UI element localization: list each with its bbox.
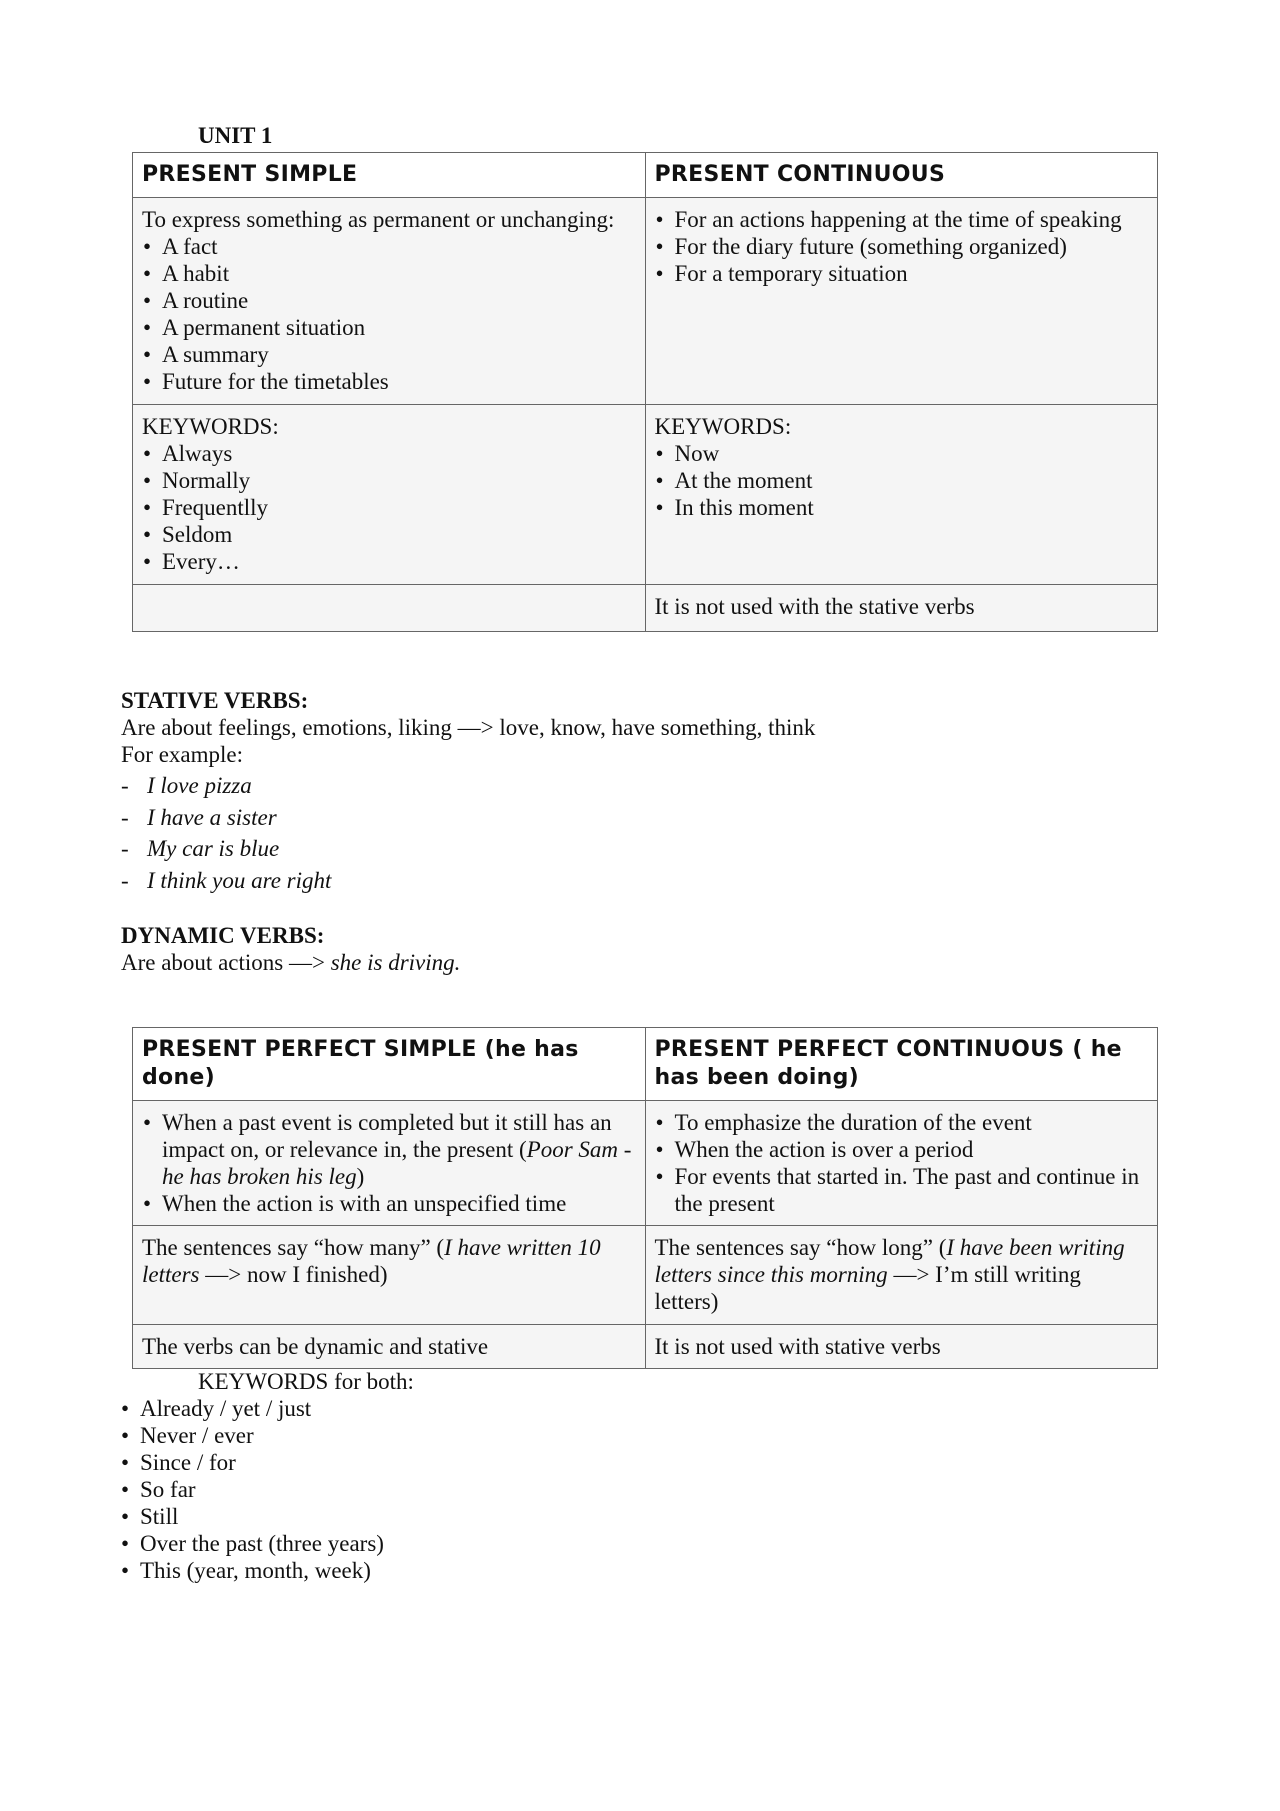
- present-perfect-continuous-uses-cell: [645, 1101, 1158, 1226]
- present-continuous-note-cell: It is not used with the stative verbs: [645, 585, 1158, 632]
- list-item: • Now: [655, 440, 1150, 467]
- list-item: • For the diary future (something organized): [655, 233, 1150, 260]
- present-perfect-continuous-header: PRESENT PERFECT CONTINUOUS ( he has been doing): [645, 1028, 1158, 1101]
- list-item: [142, 1109, 637, 1190]
- present-simple-keywords-cell: [133, 405, 646, 585]
- dynamic-desc-example: she is driving.: [330, 950, 461, 975]
- stative-example-label: For example:: [121, 742, 243, 767]
- stative-verbs-title: STATIVE VERBS:: [121, 688, 309, 713]
- list-item: • When the action is with an unspecified time: [142, 1190, 637, 1217]
- list-item: • A fact: [142, 233, 637, 260]
- dynamic-verbs-title: DYNAMIC VERBS:: [121, 923, 325, 948]
- keywords-both-list: [120, 1395, 384, 1584]
- list-item: • Always: [142, 440, 637, 467]
- how-many-example: I have written 10 letters: [142, 1235, 601, 1287]
- list-item: • A summary: [142, 341, 637, 368]
- present-simple-uses-list: [142, 233, 637, 395]
- present-simple-header: PRESENT SIMPLE: [133, 153, 646, 198]
- how-long-cell: [645, 1226, 1158, 1325]
- present-perfect-continuous-uses-list: [655, 1109, 1150, 1217]
- dynamic-verbs-description: [121, 949, 460, 976]
- list-item: • Every…: [142, 548, 637, 575]
- present-continuous-keywords-cell: [645, 405, 1158, 585]
- list-item: - I love pizza: [121, 772, 815, 804]
- present-simple-vs-continuous-table: [132, 152, 1158, 632]
- how-many-suffix: —> now I finished): [199, 1262, 388, 1287]
- stative-examples-list: [121, 772, 815, 898]
- list-item: • In this moment: [655, 494, 1150, 521]
- present-continuous-uses-cell: [645, 198, 1158, 405]
- list-item: - I think you are right: [121, 867, 815, 899]
- list-item: • So far: [120, 1476, 384, 1503]
- list-item: • A habit: [142, 260, 637, 287]
- stative-verbs-description: Are about feelings, emotions, liking —> love, know, have something, think: [121, 715, 816, 740]
- present-continuous-uses-list: [655, 206, 1150, 287]
- list-item: • Normally: [142, 467, 637, 494]
- how-many-cell: [133, 1226, 646, 1325]
- keywords-label: KEYWORDS:: [654, 414, 792, 439]
- list-item: • For an actions happening at the time of speaking: [655, 206, 1150, 233]
- list-item: • Seldom: [142, 521, 637, 548]
- list-item: • Still: [120, 1503, 384, 1530]
- list-item: • Over the past (three years): [120, 1530, 384, 1557]
- how-long-example: I have been writing letters since this morning: [654, 1235, 1125, 1287]
- present-perfect-simple-uses-cell: [133, 1101, 646, 1226]
- present-perfect-simple-uses-list: [142, 1109, 637, 1217]
- use-example: Poor Sam - he has broken his leg: [162, 1137, 632, 1189]
- list-item: - I have a sister: [121, 804, 815, 836]
- use-close: ): [356, 1164, 365, 1189]
- list-item: • When the action is over a period: [655, 1136, 1150, 1163]
- keywords-both-title: KEYWORDS for both:: [198, 1369, 414, 1394]
- list-item: • A routine: [142, 287, 637, 314]
- dynamic-verbs-section: [121, 922, 460, 976]
- list-item: • Future for the timetables: [142, 368, 637, 395]
- verbs-note-continuous-cell: It is not used with stative verbs: [645, 1325, 1158, 1369]
- list-item: • At the moment: [655, 467, 1150, 494]
- list-item: • Since / for: [120, 1449, 384, 1476]
- list-item: • For a temporary situation: [655, 260, 1150, 287]
- present-perfect-simple-header: PRESENT PERFECT SIMPLE (he has done): [133, 1028, 646, 1101]
- verbs-note-simple-cell: The verbs can be dynamic and stative: [133, 1325, 646, 1369]
- present-continuous-keywords-list: [655, 440, 1150, 521]
- how-long-text: The sentences say “how long” (: [654, 1235, 947, 1260]
- list-item: • This (year, month, week): [120, 1557, 384, 1584]
- list-item: • To emphasize the duration of the event: [655, 1109, 1150, 1136]
- how-long-suffix: —> I’m still writing letters): [654, 1262, 1081, 1314]
- list-item: • Frequentlly: [142, 494, 637, 521]
- present-simple-keywords-list: [142, 440, 637, 575]
- list-item: • Already / yet / just: [120, 1395, 384, 1422]
- list-item: • A permanent situation: [142, 314, 637, 341]
- keywords-label: KEYWORDS:: [142, 414, 279, 439]
- use-text: When a past event is completed but it still has an impact on, or relevance in, the present (: [162, 1110, 612, 1162]
- unit-title: UNIT 1: [198, 123, 273, 148]
- how-many-text: The sentences say “how many” (: [142, 1235, 445, 1260]
- list-item: - My car is blue: [121, 835, 815, 867]
- present-continuous-header: PRESENT CONTINUOUS: [645, 153, 1158, 198]
- list-item: • For events that started in. The past and continue in the present: [655, 1163, 1150, 1217]
- present-simple-note-cell: [133, 585, 646, 632]
- list-item: • Never / ever: [120, 1422, 384, 1449]
- present-simple-uses-intro: To express something as permanent or unchanging:: [142, 207, 615, 232]
- dynamic-desc-text: Are about actions —>: [121, 950, 331, 975]
- present-simple-uses-cell: [133, 198, 646, 405]
- present-perfect-table: [132, 1027, 1158, 1369]
- stative-verbs-section: [121, 687, 815, 898]
